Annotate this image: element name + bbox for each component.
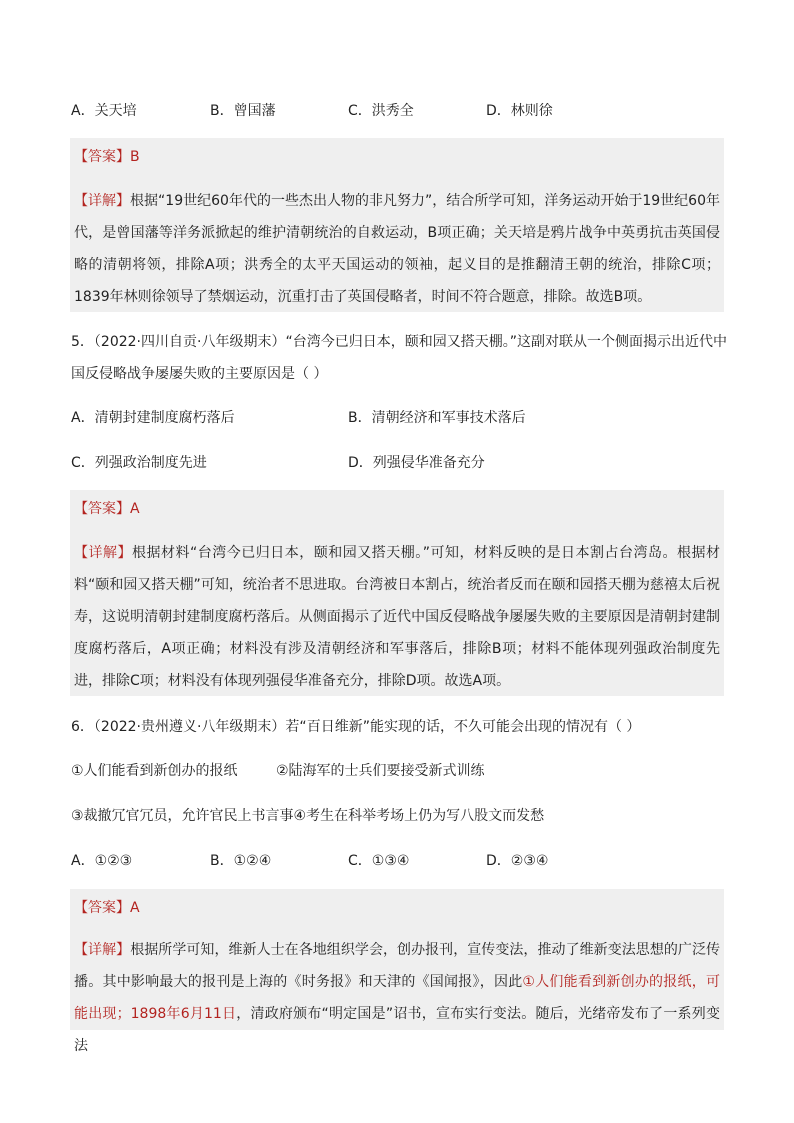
q4-option-a: A．关天培 (71, 103, 137, 119)
q6-items-row2: ③裁撤冗官冗员，允许官民上书言事④考生在科举考场上仍为写八股文而发愁 (71, 808, 545, 824)
q4-answer-label: 【答案】B (74, 149, 140, 165)
q5-option-b: B．清朝经济和军事技术落后 (348, 410, 526, 426)
q5-detail (74, 537, 720, 697)
q5-options-row2 (71, 452, 731, 474)
q4-option-b: B．曾国藩 (210, 103, 276, 119)
q4-answer-box (70, 138, 724, 312)
q4-detail-text: 根据“19世纪60年代的一些杰出人物的非凡努力”，结合所学可知，洋务运动开始于19世纪60年代，是曾国藩等洋务派掀起的维护清朝统治的自救运动，B项正确；关天培是鸦片战争中英勇抗击英国侵略的清朝将领，排除A项；洪秀全的太平天国运动的领袖，起义目的是推翻清王朝的统治，排除C项；1839年林则徐领导了禁烟运动，沉重打击了英国侵略者，时间不符合题意，排除。故选B项。 (74, 193, 721, 305)
q4-options (71, 100, 731, 122)
q6-item-2: ②陆海军的士兵们要接受新式训练 (276, 763, 485, 779)
q6-options (71, 850, 731, 872)
q4-detail (74, 185, 720, 313)
q6-answer-box (70, 889, 724, 1054)
q5-option-d: D．列强侵华准备充分 (348, 455, 485, 471)
q4-option-c: C．洪秀全 (348, 103, 414, 119)
q6-item-1: ①人们能看到新创办的报纸 (71, 763, 238, 779)
q6-option-c: C．①③④ (348, 853, 410, 869)
q6-option-d: D．②③④ (486, 853, 549, 869)
q6-option-b: B．①②④ (210, 853, 272, 869)
q6-option-a: A．①②③ (71, 853, 133, 869)
q5-option-a: A．清朝封建制度腐朽落后 (71, 410, 235, 426)
q6-detail-part2: ，清政府颁布“明定国是”诏书，宣布实行变法。随后，光绪帝发布了一系列变法 (74, 1006, 720, 1054)
q5-answer-label: 【答案】A (74, 501, 140, 517)
q5-options-row1 (71, 407, 731, 429)
q5-detail-label: 【详解】 (74, 545, 132, 561)
q5-answer-box (70, 490, 724, 696)
q6-answer-label: 【答案】A (74, 900, 140, 916)
q6-stem: 6．（2022·贵州遵义·八年级期末）若“百日维新”能实现的话，不久可能会出现的情况有（ ） (71, 719, 641, 735)
q5-option-c: C．列强政治制度先进 (71, 455, 207, 471)
q6-detail-label: 【详解】 (74, 942, 131, 958)
q5-stem: 5．（2022·四川自贡·八年级期末）“台湾今已归日本，颐和园又搭天棚。”这副对联从一个侧面揭示出近代中国反侵略战争屡屡失败的主要原因是（ ） (71, 334, 727, 382)
q5-detail-text: 根据材料“台湾今已归日本，颐和园又搭天棚。”可知，材料反映的是日本割占台湾岛。根据材料“颐和园又搭天棚”可知，统治者不思进取。台湾被日本割占，统治者反而在颐和园搭天棚为慈禧太后祝寿，这说明清朝封建制度腐朽落后。从侧面揭示了近代中国反侵略战争屡屡失败的主要原因是清朝封建制度腐朽落后，A项正确；材料没有涉及清朝经济和军事落后，排除B项；材料不能体现列强政治制度先进，排除C项；材料没有体现列强侵华准备充分，排除D项。故选A项。 (74, 545, 720, 689)
q6-detail (74, 934, 720, 1062)
q6-detail-highlight-1: ①人们能看到新创办的报纸，可能出现； (74, 974, 720, 1022)
q6-detail-highlight-date: 1898年6月11日 (130, 1006, 237, 1022)
q4-option-d: D．林则徐 (486, 103, 553, 119)
q6-detail-part1: 根据所学可知，维新人士在各地组织学会，创办报刊，宣传变法，推动了维新变法思想的广泛传播。其中影响最大的报刊是上海的《时务报》和天津的《国闻报》，因此 (74, 942, 721, 990)
q6-items-row1 (71, 760, 731, 782)
q4-detail-label: 【详解】 (74, 193, 131, 209)
